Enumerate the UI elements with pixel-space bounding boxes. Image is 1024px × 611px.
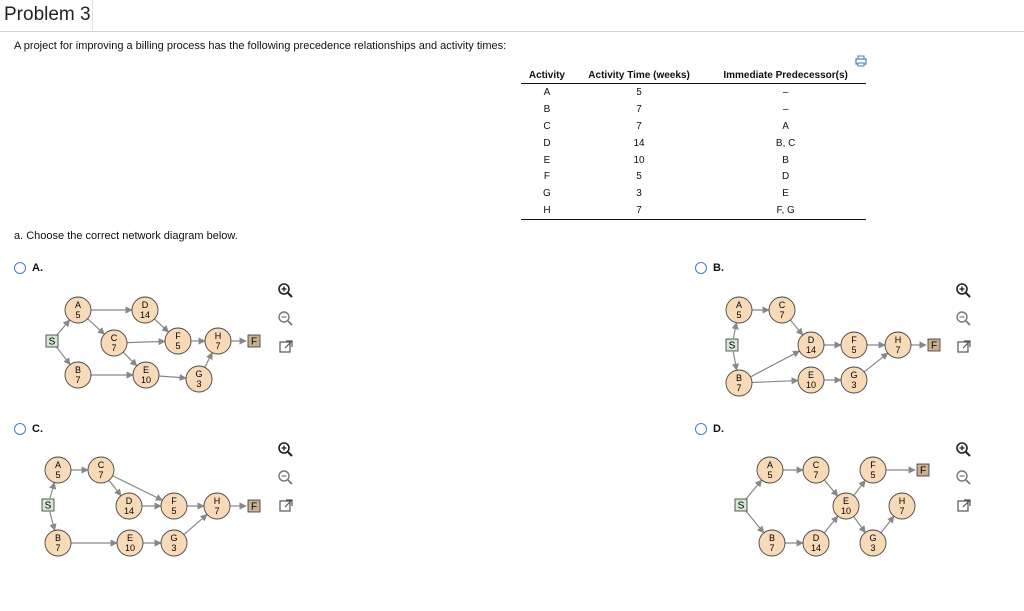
open-window-icon[interactable] xyxy=(277,338,295,354)
finish-label: F xyxy=(250,336,258,348)
zoom-out-icon[interactable] xyxy=(277,469,295,485)
node-time-label: 7 xyxy=(98,470,104,480)
edge-s-b xyxy=(56,347,70,365)
col-activity: Activity xyxy=(521,68,573,84)
node-activity-label: C xyxy=(97,460,105,470)
edge-c-e xyxy=(824,480,837,496)
edge-c-d xyxy=(109,480,121,495)
edge-d-e xyxy=(824,516,838,533)
edge-g-h xyxy=(205,353,212,368)
edge-e-f xyxy=(854,480,865,495)
node-activity-label: G xyxy=(850,370,858,380)
node-time-label: 7 xyxy=(895,345,901,355)
node-activity-label: D xyxy=(812,533,820,543)
start-label: S xyxy=(44,500,52,512)
edge-b-e xyxy=(752,381,798,383)
cell-time: 7 xyxy=(573,202,705,219)
node-activity-label: F xyxy=(175,331,181,341)
edge-s-a xyxy=(733,323,736,338)
open-window-icon[interactable] xyxy=(955,497,973,513)
node-time-label: 7 xyxy=(75,375,81,385)
cell-time: 7 xyxy=(636,103,642,115)
cell-activity: E xyxy=(543,154,551,166)
edge-s-a xyxy=(56,320,69,336)
node-activity-label: B xyxy=(74,365,82,375)
node-activity-label: G xyxy=(170,533,178,543)
question-a: a. Choose the correct network diagram below. xyxy=(14,230,238,242)
node-activity-label: H xyxy=(894,335,902,345)
cell-predecessor: F, G xyxy=(705,202,866,219)
node-activity-label: E xyxy=(142,365,150,375)
node-time-label: 3 xyxy=(870,543,876,553)
node-time-label: 5 xyxy=(767,470,773,480)
node-time-label: 14 xyxy=(139,310,151,320)
node-time-label: 7 xyxy=(769,543,775,553)
zoom-in-icon[interactable] xyxy=(955,441,973,457)
start-label: S xyxy=(737,500,745,512)
open-window-icon[interactable] xyxy=(955,338,973,354)
node-time-label: 7 xyxy=(899,506,905,516)
cell-activity: D xyxy=(543,137,551,149)
cell-activity: F xyxy=(543,171,550,183)
node-time-label: 5 xyxy=(75,310,81,320)
node-activity-label: D xyxy=(807,335,815,345)
node-time-label: 14 xyxy=(805,345,817,355)
node-activity-label: E xyxy=(807,370,815,380)
edge-s-a xyxy=(745,480,761,500)
edge-g-h xyxy=(881,516,894,533)
cell-activity: H xyxy=(521,202,573,219)
zoom-in-icon[interactable] xyxy=(277,282,295,298)
node-activity-label: C xyxy=(110,333,118,343)
edge-c-e xyxy=(123,352,137,366)
zoom-out-icon[interactable] xyxy=(955,469,973,485)
network-diagram-c xyxy=(42,457,260,556)
option-label: A. xyxy=(32,262,43,274)
node-activity-label: E xyxy=(126,533,134,543)
edge-d-f xyxy=(154,319,168,332)
finish-label: F xyxy=(930,340,938,352)
node-activity-label: B xyxy=(735,373,743,383)
cell-activity: G xyxy=(543,188,551,200)
option-label: D. xyxy=(713,423,724,435)
node-time-label: 14 xyxy=(810,543,822,553)
cell-time: 5 xyxy=(636,171,642,183)
edge-e-g xyxy=(159,376,186,378)
cell-predecessor: A xyxy=(782,120,789,132)
node-time-label: 5 xyxy=(736,310,742,320)
cell-predecessor: B xyxy=(782,154,789,166)
edge-s-b xyxy=(745,510,763,533)
node-time-label: 7 xyxy=(111,343,117,353)
node-time-label: 5 xyxy=(870,470,876,480)
problem-statement: A project for improving a billing process has the following precedence relationships and activity times: xyxy=(14,40,507,52)
cell-time: 5 xyxy=(636,86,642,98)
cell-time: 14 xyxy=(633,137,645,149)
node-activity-label: A xyxy=(54,460,62,470)
option-label: C. xyxy=(32,423,43,435)
node-activity-label: D xyxy=(141,300,149,310)
edge-s-b xyxy=(733,352,736,370)
node-time-label: 5 xyxy=(175,341,181,351)
node-activity-label: B xyxy=(768,533,776,543)
cell-time: 7 xyxy=(636,120,642,132)
node-activity-label: B xyxy=(54,533,62,543)
zoom-out-icon[interactable] xyxy=(277,310,295,326)
zoom-out-icon[interactable] xyxy=(955,310,973,326)
col-time: Activity Time (weeks) xyxy=(573,68,705,84)
node-activity-label: F xyxy=(851,335,857,345)
zoom-in-icon[interactable] xyxy=(955,282,973,298)
node-time-label: 10 xyxy=(840,506,852,516)
option-label: B. xyxy=(713,262,724,274)
cell-predecessor: D xyxy=(782,171,790,183)
node-time-label: 7 xyxy=(215,341,221,351)
node-activity-label: A xyxy=(74,300,82,310)
node-time-label: 10 xyxy=(124,543,136,553)
finish-label: F xyxy=(250,501,258,513)
zoom-in-icon[interactable] xyxy=(277,441,295,457)
node-activity-label: H xyxy=(898,496,906,506)
node-activity-label: A xyxy=(766,460,774,470)
node-time-label: 3 xyxy=(171,543,177,553)
edge-b-d xyxy=(750,351,799,377)
node-time-label: 5 xyxy=(851,345,857,355)
cell-predecessor: – xyxy=(782,103,789,115)
cell-activity: A xyxy=(543,86,551,98)
node-time-label: 3 xyxy=(196,379,202,389)
node-time-label: 7 xyxy=(813,470,819,480)
node-time-label: 3 xyxy=(851,380,857,390)
network-diagram-b xyxy=(726,297,940,396)
finish-label: F xyxy=(919,465,927,477)
node-time-label: 14 xyxy=(123,506,135,516)
node-time-label: 7 xyxy=(214,506,220,516)
col-predecessors: Immediate Predecessor(s) xyxy=(705,68,866,84)
node-activity-label: F xyxy=(171,496,177,506)
edge-g-h xyxy=(864,353,888,372)
node-time-label: 10 xyxy=(805,380,817,390)
node-activity-label: G xyxy=(195,369,203,379)
edge-s-a xyxy=(50,482,55,498)
node-activity-label: C xyxy=(778,300,786,310)
cell-time: 10 xyxy=(633,154,645,166)
node-activity-label: H xyxy=(214,331,222,341)
node-time-label: 5 xyxy=(55,470,61,480)
start-label: S xyxy=(728,340,736,352)
node-time-label: 7 xyxy=(779,310,785,320)
edge-s-b xyxy=(50,512,55,531)
cell-predecessor: E xyxy=(782,188,789,200)
node-activity-label: E xyxy=(842,496,850,506)
node-activity-label: H xyxy=(213,496,221,506)
edge-e-g xyxy=(854,517,866,533)
node-activity-label: C xyxy=(812,460,820,470)
node-time-label: 10 xyxy=(140,375,152,385)
node-activity-label: A xyxy=(735,300,743,310)
node-activity-label: F xyxy=(870,460,876,470)
network-diagram-a xyxy=(46,297,260,392)
node-activity-label: D xyxy=(125,496,133,506)
node-time-label: 7 xyxy=(55,543,61,553)
node-activity-label: G xyxy=(869,533,877,543)
start-label: S xyxy=(48,336,56,348)
open-window-icon[interactable] xyxy=(277,497,295,513)
cell-activity: B xyxy=(543,103,551,115)
node-time-label: 5 xyxy=(171,506,177,516)
edge-c-f xyxy=(127,341,165,342)
cell-predecessor: B, C xyxy=(775,137,796,149)
cell-predecessor: – xyxy=(782,86,789,98)
node-time-label: 7 xyxy=(736,383,742,393)
cell-activity: C xyxy=(543,120,551,132)
edge-c-d xyxy=(790,320,802,335)
page-title: Problem 3 xyxy=(4,4,91,25)
edge-a-c xyxy=(88,319,105,334)
network-diagram-d xyxy=(735,457,929,556)
edge-g-h xyxy=(184,514,207,534)
cell-time: 3 xyxy=(636,188,642,200)
